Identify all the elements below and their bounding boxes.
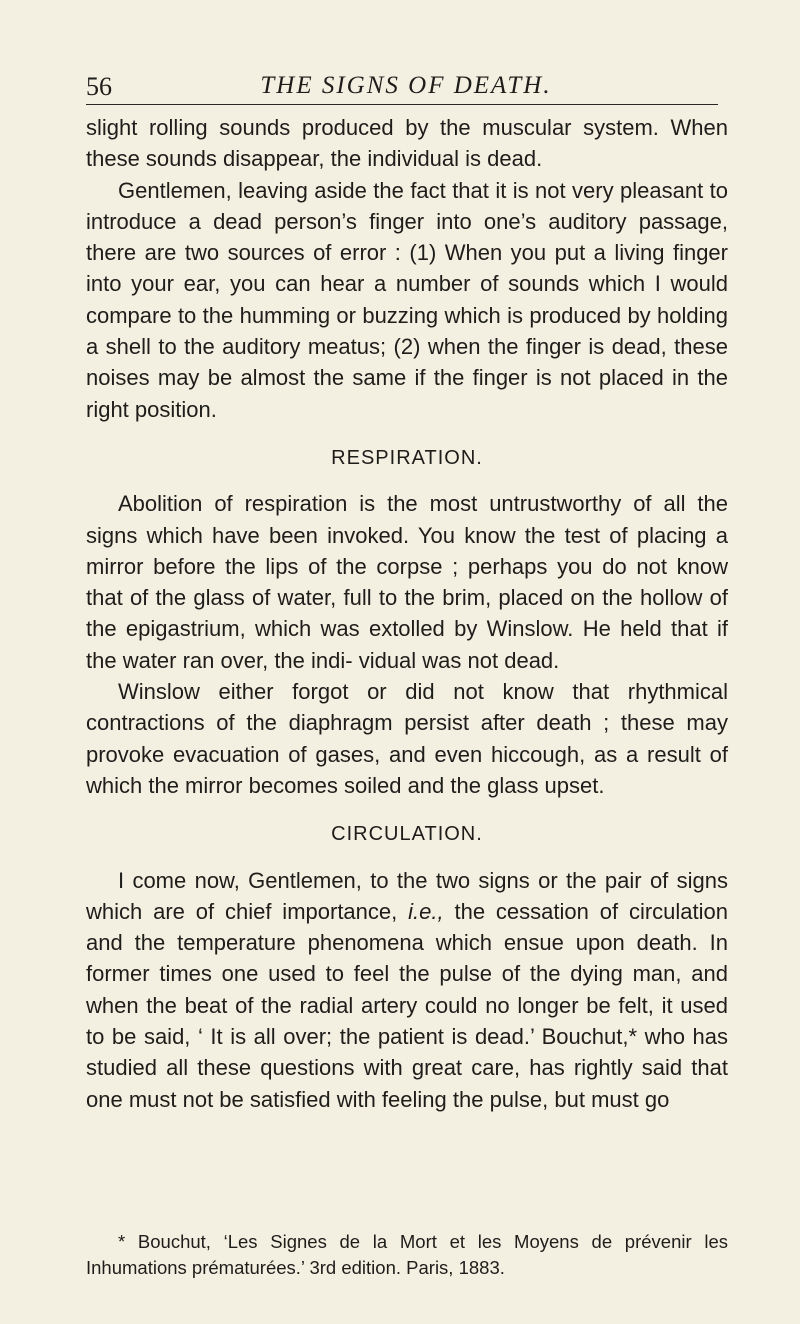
running-head bbox=[86, 66, 726, 106]
paragraph-5-part-b: the cessation of circulation and the temperature phenomena which ensue upon death. In former times one used to feel the pulse of the dying man, and when the beat of the radial artery could no longer be felt, it used to be said, ‘ It is all over; the patient is dead.’ Bouchut,* who has studied all these questions with great care, has rightly said that one must not be satisfied with feeling the pulse, but must go bbox=[86, 898, 728, 1112]
paragraph-3: Abolition of respiration is the most untrustworthy of all the signs which have been invoked. You know the test of placing a mirror before the lips of the corpse ; perhaps you do not know that of the glass of water, full to the brim, placed on the hollow of the epigastrium, which was extolled by Winslow. He held that if the water ran over, the indi- vidual was not dead. bbox=[86, 491, 728, 673]
paragraph-1: slight rolling sounds produced by the muscular system. When these sounds disappear, the individual is dead. bbox=[86, 115, 728, 172]
heading-respiration: RESPIRATION. bbox=[331, 446, 483, 469]
paragraph-5-part-a: I come now, Gentlemen, to the two signs or the pair of signs which are of chief importance, bbox=[86, 867, 728, 924]
page-number: 56 bbox=[86, 72, 112, 101]
ie-abbreviation: i.e., bbox=[408, 898, 444, 924]
paragraph-2: Gentlemen, leaving aside the fact that it is not very pleasant to introduce a dead person’s finger into one’s auditory passage, there are two sources of error : (1) When you put a living finger into your ear, you can hear a number of sounds which I would compare to the humming or buzzing which is produced by holding a shell to the auditory meatus; (2) when the finger is dead, these noises may be almost the same if the finger is not placed in the right position. bbox=[86, 177, 728, 422]
footnote: * Bouchut, ‘Les Signes de la Mort et les Moyens de prévenir les Inhumations prématurées.’ 3rd edition. Paris, 1883. bbox=[86, 1230, 728, 1278]
running-title: THE SIGNS OF DEATH. bbox=[260, 72, 552, 99]
paragraph-5 bbox=[86, 865, 728, 1115]
heading-circulation: CIRCULATION. bbox=[331, 823, 483, 846]
body-text bbox=[86, 112, 728, 1115]
paragraph-4: Winslow either forgot or did not know that rhythmical contractions of the diaphragm persist after death ; these may provoke evacuation of gases, and even hiccough, as a result of which the mirror becomes soiled and the glass upset. bbox=[86, 679, 728, 798]
header-rule bbox=[86, 104, 718, 105]
